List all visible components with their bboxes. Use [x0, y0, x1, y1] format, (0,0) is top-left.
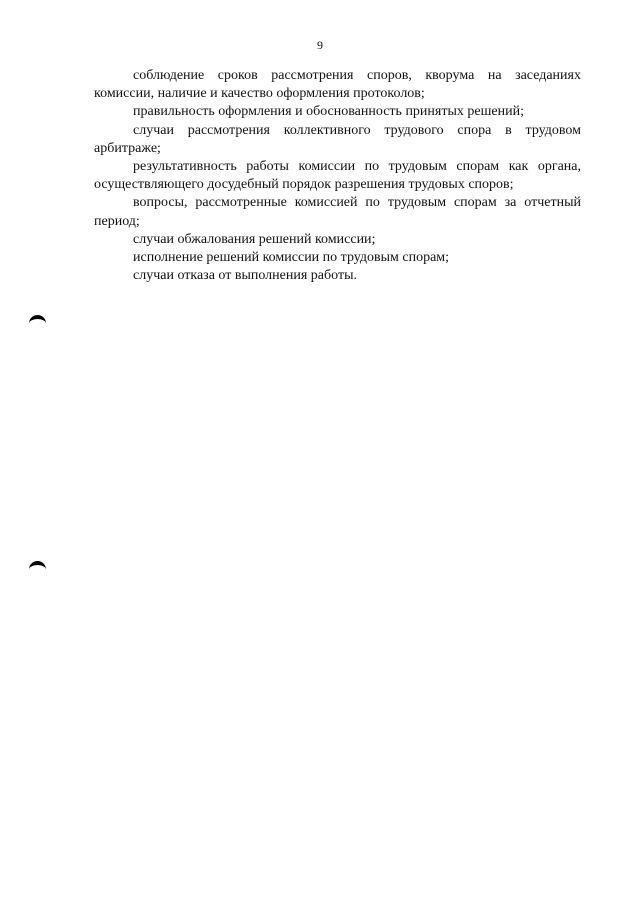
- paragraph-refusal-to-work: случаи отказа от выполнения работы.: [133, 268, 357, 284]
- paragraph-appeals: случаи обжалования решений комиссии;: [133, 231, 376, 247]
- paragraph-reviewed-issues: вопросы, рассмотренные комиссией по трудовым спорам за отчетный период;: [94, 195, 581, 229]
- page-number: 9: [317, 38, 323, 52]
- paragraph-labor-arbitration: случаи рассмотрения коллективного трудового спора в трудовом арбитраже;: [94, 122, 581, 156]
- punch-hole-mark-icon: [29, 561, 46, 574]
- punch-hole-mark-icon: [29, 315, 46, 328]
- paragraph-execution-of-decisions: исполнение решений комиссии по трудовым спорам;: [133, 250, 450, 266]
- paragraph-commission-effectiveness: результативность работы комиссии по трудовым спорам как органа, осуществляющего досудебный порядок разрешения трудовых споров;: [94, 159, 581, 193]
- document-body: [94, 67, 581, 285]
- paragraph-decisions-validity: правильность оформления и обоснованность принятых решений;: [133, 104, 524, 120]
- paragraph-deadlines-quorum: соблюдение сроков рассмотрения споров, кворума на заседаниях комиссии, наличие и качество оформления протоколов;: [94, 68, 581, 102]
